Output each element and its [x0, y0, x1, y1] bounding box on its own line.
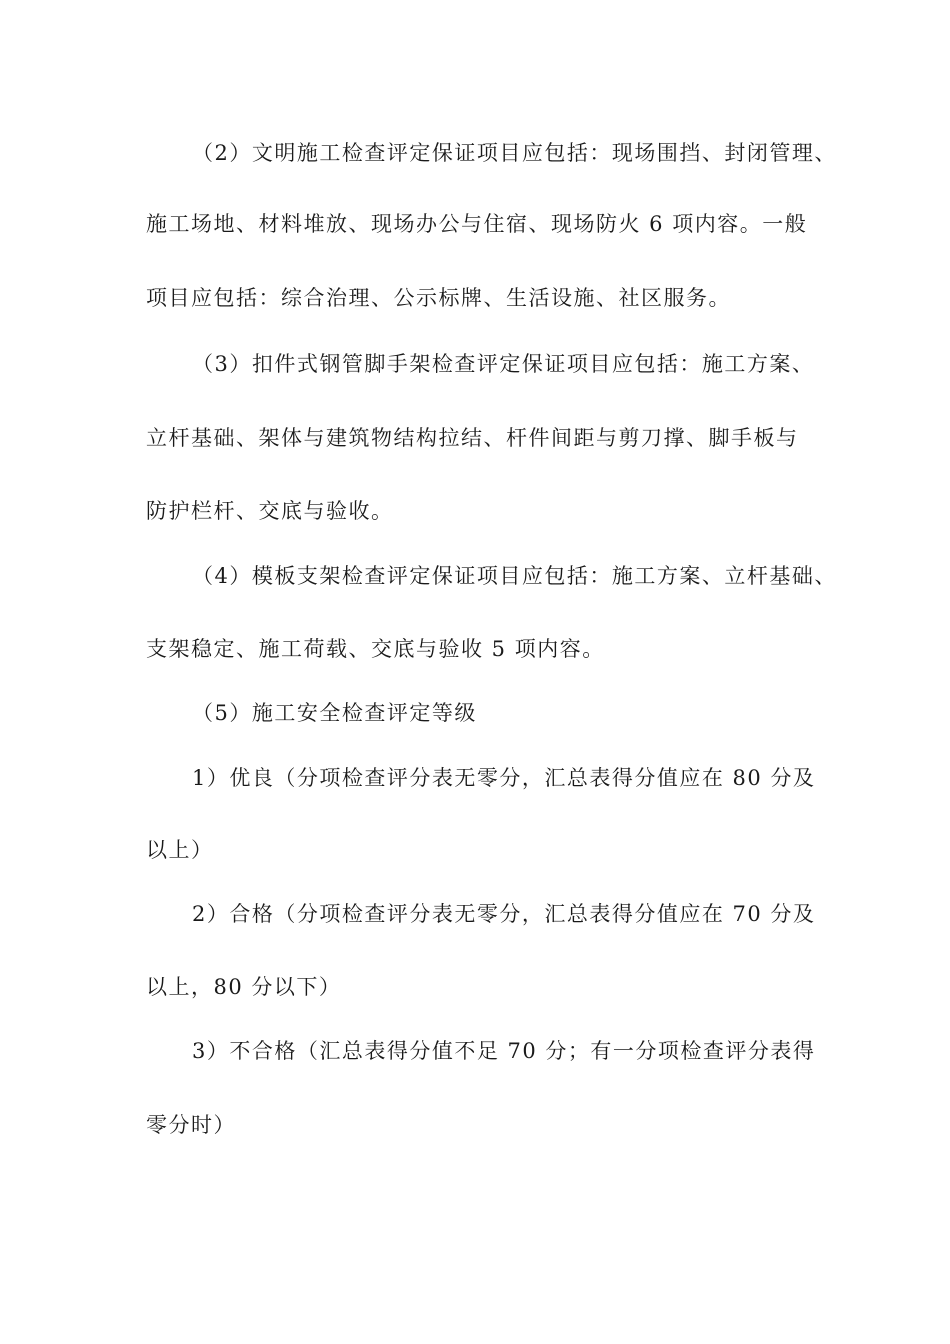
- grade-fail-line-1: 3）不合格（汇总表得分值不足 70 分；有一分项检查评分表得: [192, 1039, 816, 1063]
- paragraph-3-line-1: （3）扣件式钢管脚手架检查评定保证项目应包括：施工方案、: [192, 352, 815, 376]
- paragraph-3-line-3: 防护栏杆、交底与验收。: [146, 499, 394, 523]
- paragraph-2-line-1: （2）文明施工检查评定保证项目应包括：现场围挡、封闭管理、: [192, 141, 837, 165]
- paragraph-5-heading: （5）施工安全检查评定等级: [192, 701, 477, 725]
- grade-excellent-line-2: 以上）: [146, 838, 214, 862]
- paragraph-3-line-2: 立杆基础、架体与建筑物结构拉结、杆件间距与剪刀撑、脚手板与: [146, 426, 799, 450]
- paragraph-2-line-2: 施工场地、材料堆放、现场办公与住宿、现场防火 6 项内容。一般: [146, 212, 808, 236]
- paragraph-2-line-3: 项目应包括：综合治理、公示标牌、生活设施、社区服务。: [146, 286, 731, 310]
- grade-pass-line-2: 以上，80 分以下）: [146, 975, 342, 999]
- paragraph-4-line-2: 支架稳定、施工荷载、交底与验收 5 项内容。: [146, 637, 605, 661]
- grade-excellent-line-1: 1）优良（分项检查评分表无零分，汇总表得分值应在 80 分及: [192, 766, 816, 790]
- paragraph-4-line-1: （4）模板支架检查评定保证项目应包括：施工方案、立杆基础、: [192, 564, 837, 588]
- grade-fail-line-2: 零分时）: [146, 1113, 236, 1137]
- grade-pass-line-1: 2）合格（分项检查评分表无零分，汇总表得分值应在 70 分及: [192, 902, 816, 926]
